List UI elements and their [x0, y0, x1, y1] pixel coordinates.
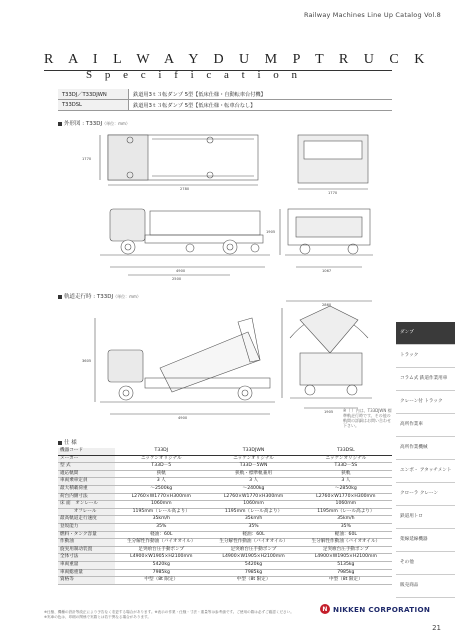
spec-cell: ニッケンオリジナル: [115, 455, 207, 463]
sidebar-item[interactable]: 高所作業車: [396, 414, 455, 437]
brand-name: NIKKEN CORPORATION: [333, 604, 431, 614]
spec-cell: 狭軌: [300, 470, 392, 478]
dim-dump-height: 3605: [82, 359, 92, 363]
spec-row: [58, 485, 392, 493]
sidebar-item[interactable]: クレーン付 トラック: [396, 391, 455, 414]
spec-cell: 35%: [207, 523, 299, 531]
square-bullet-icon: [58, 122, 62, 126]
sidebar-item[interactable]: 鉄道用トロ: [396, 506, 455, 529]
spec-cell: L4900×W1905×H2100mm: [115, 554, 207, 562]
sidebar-item[interactable]: ユンボ・ アタッチメント: [396, 460, 455, 483]
model-desc: 鉄道用3ｔ３転ダンプ 5型【低床仕様・自動転車台付機】: [129, 89, 393, 100]
section-outline-label: [58, 119, 130, 127]
spec-cell: 1060mm: [115, 501, 207, 509]
page-title: R A I L W A Y D U M P T R U C K: [44, 52, 431, 67]
spec-cell: ニッケンオリジナル: [300, 455, 392, 463]
spec-cell: 軽油：60L: [300, 531, 392, 539]
spec-cell: 軽油：60L: [115, 531, 207, 539]
spec-header-cell: T33DSL: [300, 448, 392, 455]
spec-cell: T33D－5WN: [207, 463, 299, 471]
spec-row: [58, 577, 392, 585]
spec-cell: 3 人: [115, 478, 207, 486]
spec-cell: L4900×W1905×H2100mm: [207, 554, 299, 562]
spec-cell: 1195mm（レール高より）: [300, 508, 392, 516]
dim-top-height: 1770: [82, 157, 92, 161]
section-outline-unit: （単位：mm）: [102, 121, 130, 126]
spec-row: [58, 531, 392, 539]
sidebar-item[interactable]: 販売商品: [396, 575, 455, 598]
dim-rear-width: 1905: [324, 410, 334, 414]
spec-cell: 生分解性作動油（バイオオイル）: [300, 539, 392, 547]
spec-body: [58, 455, 392, 584]
top-view-cab: [108, 135, 148, 180]
spec-row-label: 適応軌間: [58, 470, 115, 478]
spec-cell: 5420kg: [115, 561, 207, 569]
spec-row-label: 資格等: [58, 577, 115, 585]
spec-row: [58, 561, 392, 569]
sidebar-item[interactable]: 高所作業機械: [396, 437, 455, 460]
spec-cell: 1060mm: [300, 501, 392, 509]
spec-cell: L2760×W1770×H300mm: [207, 493, 299, 501]
spec-cell: ～2400kg: [207, 485, 299, 493]
spec-cell: 5420kg: [207, 561, 299, 569]
spec-cell: T33D－5: [115, 463, 207, 471]
sidebar-item[interactable]: クローラ クレーン: [396, 483, 455, 506]
spec-cell: 7985kg: [115, 569, 207, 577]
section-spec-text: 仕 様: [64, 440, 77, 446]
dim-dump-length: 4900: [178, 416, 188, 420]
spec-cell: 1195mm（レール高より）: [115, 508, 207, 516]
spec-row: [58, 478, 392, 486]
spec-row-label: 車両総重量: [58, 569, 115, 577]
spec-cell: 足突喰台圧手動ポンプ: [115, 546, 207, 554]
nikken-logo-icon: N: [320, 604, 330, 614]
spec-cell: 1195mm（レール高より）: [207, 508, 299, 516]
section-outline-text: 外形図 : T33DJ: [64, 121, 103, 127]
spec-row: [58, 470, 392, 478]
dump-rear-body: [300, 353, 362, 385]
spec-row: [58, 455, 392, 463]
spec-cell: 5135kg: [300, 561, 392, 569]
spec-row-label: 最大積載荷重: [58, 485, 115, 493]
spec-cell: 生分解性作動油（バイオオイル）: [115, 539, 207, 547]
sidebar-item[interactable]: その他: [396, 552, 455, 575]
spec-row-label: メーカー: [58, 455, 115, 463]
model-table: [58, 89, 392, 111]
model-desc: 鉄道用3ｔ３転ダンプ 5型【低床仕様・転車台なし】: [129, 100, 393, 111]
spec-cell: ～2850kg: [300, 485, 392, 493]
spec-header-label: 機器コード: [58, 448, 115, 455]
model-row: [58, 100, 392, 111]
spec-row: [58, 539, 392, 547]
spec-cell: ニッケンオリジナル: [207, 455, 299, 463]
sidebar-item[interactable]: 架線延線機器: [396, 529, 455, 552]
spec-row: [58, 463, 392, 471]
spec-cell: 足突喰台圧手動ポンプ: [207, 546, 299, 554]
spec-row-label: 旋実用制动装置: [58, 546, 115, 554]
spec-row-label: 最高軌道走行速度: [58, 516, 115, 524]
spec-cell: 3 人: [300, 478, 392, 486]
spec-row-label: 荷台内側寸法: [58, 493, 115, 501]
outline-drawing: [60, 127, 395, 287]
dim-front-width: 1770: [328, 191, 338, 195]
page-subtitle: S p e c i f i c a t i o n: [86, 69, 303, 81]
spec-row-label: オフレール: [58, 508, 115, 516]
spec-cell: 35km/h: [300, 516, 392, 524]
spec-row: [58, 546, 392, 554]
spec-cell: 足突喰台圧手動ポンプ: [300, 546, 392, 554]
dim-side-wheelbase: 2500: [172, 277, 182, 281]
model-row: [58, 89, 392, 100]
sidebar-item[interactable]: コラム式 鉄道作業用車: [396, 368, 455, 391]
dim-dump-width: 2860: [322, 303, 332, 307]
spec-row-label: 車両乗車定員: [58, 478, 115, 486]
spec-row: [58, 569, 392, 577]
spec-cell: 7985kg: [207, 569, 299, 577]
spec-cell: L4900×W1905×H2100mm: [300, 554, 392, 562]
dim-rear-height: 1905: [266, 230, 276, 234]
spec-cell: 狭軌・標準軌兼用: [207, 470, 299, 478]
category-sidebar: [396, 322, 455, 598]
spec-cell: T33D－5S: [300, 463, 392, 471]
brand-logo: [320, 604, 430, 614]
spec-cell: 1060mm: [207, 501, 299, 509]
section-rail-unit: （単位：mm）: [113, 294, 141, 299]
spec-cell: 中型（8t 限定）: [207, 577, 299, 585]
section-spec-label: [58, 438, 77, 446]
spec-cell: 3 人: [207, 478, 299, 486]
spec-row-label: 型 式: [58, 463, 115, 471]
spec-cell: L2760×W1770×H300mm: [300, 493, 392, 501]
spec-row-label: 作動油: [58, 539, 115, 547]
dump-raised-bed: [160, 332, 260, 392]
spec-cell: 生分解性作動油（バイオオイル）: [207, 539, 299, 547]
side-view-bed: [150, 211, 260, 235]
gauge-note: ※（ ）内は、T33DJWN 標準軌走行時です。その他の軌間の詳細はお問い合わせ下さい。: [343, 408, 392, 428]
spec-cell: ～2500kg: [115, 485, 207, 493]
spec-row: [58, 516, 392, 524]
spec-row: [58, 501, 392, 509]
side-view-cab: [110, 209, 145, 241]
dim-rail-gauge: 1067: [322, 269, 332, 273]
spec-cell: 中型（8t 限定）: [115, 577, 207, 585]
spec-row-label: 登坂能力: [58, 523, 115, 531]
spec-row-label: 車両重量: [58, 561, 115, 569]
sidebar-item[interactable]: ダンプ: [396, 322, 455, 345]
dim-side-length: 4900: [176, 269, 186, 273]
spec-row-label: 燃料・タンク容量: [58, 531, 115, 539]
spec-cell: 中型（8t 限定）: [300, 577, 392, 585]
spec-cell: 35km/h: [115, 516, 207, 524]
page-number: 21: [432, 624, 441, 632]
spec-cell: 35km/h: [207, 516, 299, 524]
spec-row: [58, 493, 392, 501]
spec-row: [58, 523, 392, 531]
spec-cell: L2760×W1770×H300mm: [115, 493, 207, 501]
spec-row: [58, 554, 392, 562]
spec-cell: 軽油：60L: [207, 531, 299, 539]
model-code: T33DJ／T33DJWN: [58, 89, 129, 100]
square-bullet-icon: [58, 441, 62, 445]
model-code: T33DSL: [58, 100, 129, 111]
spec-header-cell: T33DJWN: [207, 448, 299, 455]
dump-side-cab: [108, 350, 143, 382]
spec-cell: 35%: [115, 523, 207, 531]
spec-header-cell: T33DJ: [115, 448, 207, 455]
sidebar-item[interactable]: トラック: [396, 345, 455, 368]
section-rail-text: 軌道走行時 : T33DJ: [64, 294, 114, 300]
spec-table: [58, 448, 392, 585]
spec-row-label: 床 面 オンレール: [58, 501, 115, 509]
spec-cell: 35%: [300, 523, 392, 531]
spec-cell: 狭軌: [115, 470, 207, 478]
spec-cell: 7985kg: [300, 569, 392, 577]
spec-row-label: 全体寸法: [58, 554, 115, 562]
footnote: ※仕様、機種の設計等改正により予告なく変更する場合があります。※表示の作業・仕様・寸法・重量等は参考値です。ご使用の際は必ずご確認ください。※実車の色は、印刷の関係で実際とは若干異なる場合があります。: [44, 610, 294, 619]
dim-top-width: 2780: [180, 187, 190, 191]
spec-row: [58, 508, 392, 516]
catalog-title: Railway Machines Line Up Catalog Vol.8: [304, 11, 441, 19]
spec-header-row: [58, 448, 392, 455]
